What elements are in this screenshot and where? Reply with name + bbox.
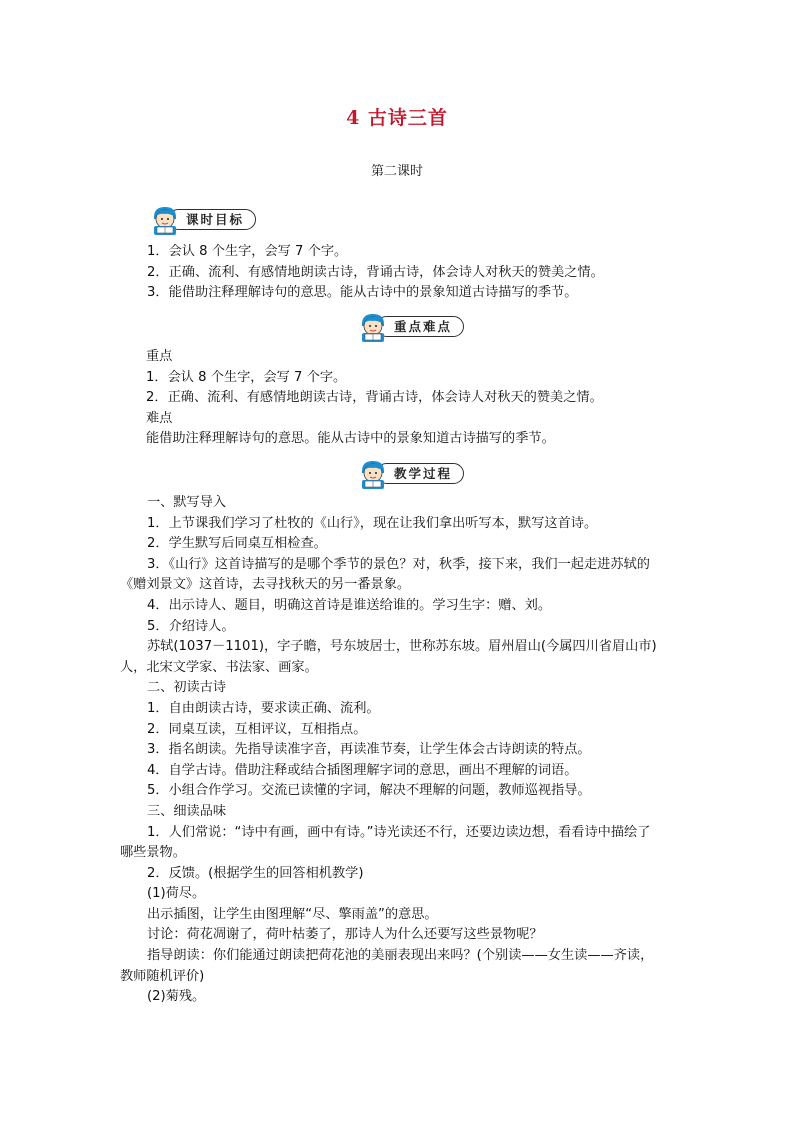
goals-list xyxy=(120,242,660,304)
process-item: 1．自由朗读古诗，要求读正确、流利。 xyxy=(147,700,380,716)
goal-item: 2．正确、流利、有感情地朗读古诗，背诵古诗，体会诗人对秋天的赞美之情。 xyxy=(147,264,604,280)
process-item: 2．同桌互读，互相评议，互相指点。 xyxy=(147,721,367,737)
key-points xyxy=(146,347,660,450)
lesson-subtitle: 第二课时 xyxy=(370,164,423,179)
process-item: 2．反馈。(根据学生的回答相机教学) xyxy=(147,865,364,881)
process-heading: 二、初读古诗 xyxy=(147,680,227,696)
student-reading-icon xyxy=(356,457,390,491)
section-label-key: 重点难点 xyxy=(393,319,452,334)
process-item: 讨论：荷花凋谢了，荷叶枯萎了，那诗人为什么还要写这些景物呢？ xyxy=(147,927,543,943)
focus-item: 2．正确、流利、有感情地朗读古诗，背诵古诗，体会诗人对秋天的赞美之情。 xyxy=(146,390,603,406)
poet-intro: 苏轼(1037－1101)，字子瞻，号东坡居士，世称苏东坡。眉州眉山(今属四川省眉山市)人，北宋文学家、书法家、画家。 xyxy=(120,639,657,675)
process-item: (1)荷尽。 xyxy=(147,886,206,902)
process-heading: 三、细读品味 xyxy=(147,803,227,819)
student-reading-icon xyxy=(148,203,182,237)
process-item: 1．上节课我们学习了杜牧的《山行》，现在让我们拿出听写本，默写这首诗。 xyxy=(147,515,598,531)
process-body xyxy=(120,493,660,1008)
page-title: 4 古诗三首 xyxy=(346,107,448,129)
process-item: 指导朗读：你们能通过朗读把荷花池的美丽表现出来吗？(个别读——女生读——齐读，教师随机评价) xyxy=(120,948,654,984)
process-item: 3．《山行》这首诗描写的是哪个季节的景色？对，秋季，接下来，我们一起走进苏轼的《赠刘景文》这首诗，去寻找秋天的另一番景象。 xyxy=(120,556,650,593)
process-item: 5．小组合作学习。交流已读懂的字词，解决不理解的问题，教师巡视指导。 xyxy=(147,783,591,799)
section-badge-key xyxy=(356,310,468,340)
process-item: 4．自学古诗。借助注释或结合插图理解字词的意思，画出不理解的词语。 xyxy=(147,762,578,778)
difficulty-item: 能借助注释理解诗句的意思。能从古诗中的景象知道古诗描写的季节。 xyxy=(146,431,555,447)
process-item: 1．人们常说：“诗中有画，画中有诗。”诗光读还不行，还要边读边想，看看诗中描绘了哪些景物。 xyxy=(120,824,651,861)
section-badge-goals xyxy=(148,203,260,233)
goal-item: 1．会认 8 个生字，会写 7 个字。 xyxy=(147,244,348,259)
process-item: 3．指名朗读。先指导读准字音，再读准节奏，让学生体会古诗朗读的特点。 xyxy=(147,742,591,758)
section-badge-process xyxy=(356,457,468,487)
difficulty-label: 难点 xyxy=(146,410,173,426)
process-item: 4．出示诗人、题目，明确这首诗是谁送给谁的。学习生字：赠、刘。 xyxy=(147,597,552,613)
section-label-process: 教学过程 xyxy=(393,466,452,481)
process-item: 出示插图，让学生由图理解“尽、擎雨盖”的意思。 xyxy=(147,906,438,922)
process-item: (2)菊残。 xyxy=(147,989,206,1005)
process-heading: 一、默写导入 xyxy=(147,495,227,510)
student-reading-icon xyxy=(356,310,390,344)
focus-item: 1．会认 8 个生字，会写 7 个字。 xyxy=(146,369,347,385)
process-item: 2．学生默写后同桌互相检查。 xyxy=(147,536,327,552)
focus-label: 重点 xyxy=(146,349,173,364)
goal-item: 3．能借助注释理解诗句的意思。能从古诗中的景象知道古诗描写的季节。 xyxy=(147,285,578,301)
process-item: 5．介绍诗人。 xyxy=(147,618,235,634)
section-label-goals: 课时目标 xyxy=(185,212,244,227)
